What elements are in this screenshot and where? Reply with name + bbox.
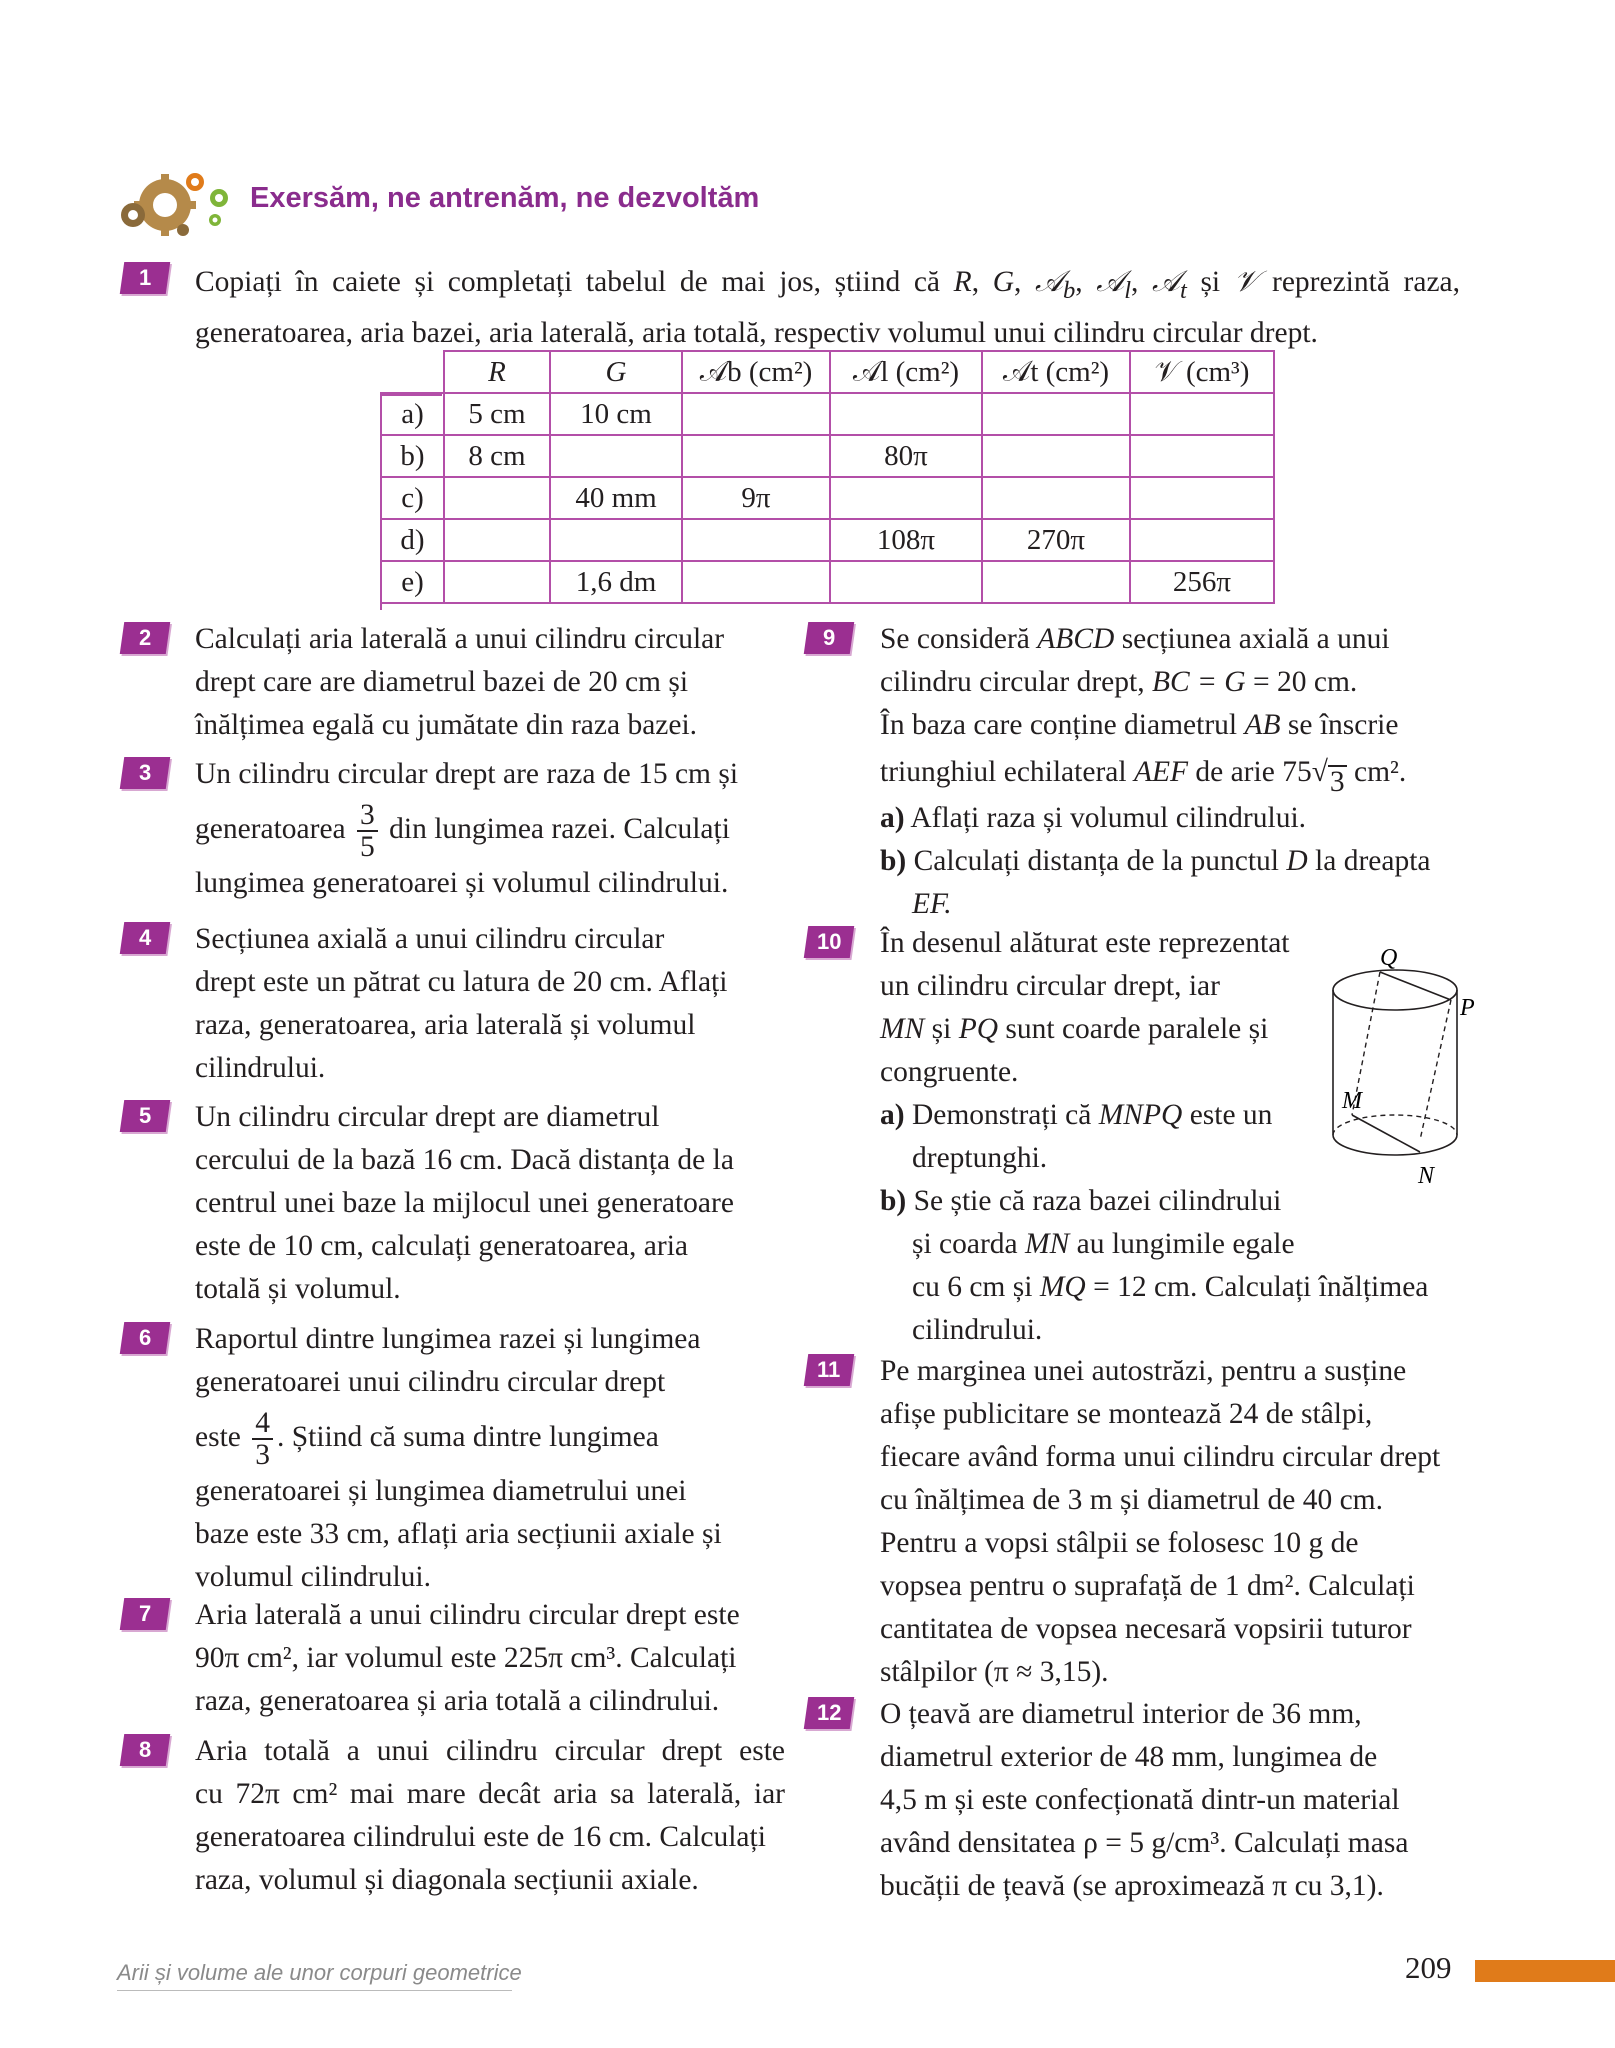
table-row: d) 108π 270π [381, 519, 1274, 561]
table-row: c) 40 mm 9π [381, 477, 1274, 519]
gears-icon [115, 160, 235, 240]
exercise-number-11: 11 [804, 1354, 854, 1386]
footer-divider [117, 1990, 512, 1991]
exercise-4-text: Secțiunea axială a unui cilindru circular drept este un pătrat cu latura de 20 cm. Aflați raza, generatoarea, aria laterală și volumul cilindrului. [195, 923, 728, 1084]
cylinder-figure [1320, 945, 1480, 1195]
table-row: e) 1,6 dm 256π [381, 561, 1274, 603]
table-header-cell: 𝒜b (cm²) [682, 351, 830, 393]
footer-chapter-title: Arii și volume ale unor corpuri geometrice [117, 1960, 522, 1985]
label-P: P [1460, 995, 1475, 1021]
exercise-6-text: Raportul dintre lungimea razei și lungimea generatoarei unui cilindru circular drept este $\frac{4}{3}$ . Știind că suma dintre lungimea generatoarei și lungimea diametrului unei baze este 33 cm, aflați aria secțiunii axiale și volumul cilindrului. [195, 1323, 722, 1594]
exercise-number-8: 8 [120, 1734, 170, 1766]
label-N: N [1418, 1163, 1435, 1189]
exercise-12-text: O țeavă are diametrul interior de 36 mm, diametrul exterior de 48 mm, lungimea de 4,5 m și este confecționată dintr-un material având densitatea ρ = 5 g/cm³. Calculați masa bucății de țeavă (se aproximează π cu 3,1). [880, 1698, 1409, 1902]
exercise-number-4: 4 [120, 922, 170, 954]
table-row: b) 8 cm 80π [381, 435, 1274, 477]
exercise-number-5: 5 [120, 1100, 170, 1132]
fraction: $\frac{3}{5}$ [357, 800, 378, 862]
square-root: √ 3 [1311, 756, 1345, 798]
exercise-2-text: Calculați aria laterală a unui cilindru circular drept care are diametrul bazei de 20 cm și înălțimea egală cu jumătate din raza bazei. [195, 623, 725, 741]
exercise-number-3: 3 [120, 757, 170, 789]
exercise-8-text: Aria totală a unui cilindru circular drept este cu 72π cm² mai mare decât aria sa laterală, iar generatoarea cilindrului este de 16 cm. Calculați raza, volumul și diagonala secțiunii axiale. [195, 1735, 785, 1896]
exercise-9-text: Se consideră ABCD secțiunea axială a unui cilindru circular drept, BC = G = 20 cm. În baza care conține diametrul AB se înscrie triunghiul echilateral AEF de arie 75 √ 3 cm². a) Aflați raza și volumul cilindrului. b) Calculați distanța de la punctul D la dreapta EF. [880, 623, 1431, 920]
exercise-5-text: Un cilindru circular drept are diametrul cercului de la bază 16 cm. Dacă distanța de la centrul unei baze la mijlocul unei generatoare este de 10 cm, calculați generatoarea, aria totală și volumul. [195, 1101, 734, 1305]
table-header-row [381, 351, 1274, 393]
table-header-cell: G [550, 351, 682, 393]
label-M: M [1342, 1088, 1362, 1114]
table-header-cell: R [444, 351, 550, 393]
exercise-number-9: 9 [804, 622, 854, 654]
exercise-number-2: 2 [120, 622, 170, 654]
page-accent-bar [1475, 1960, 1615, 1982]
label-Q: Q [1380, 945, 1398, 971]
exercise-number-6: 6 [120, 1322, 170, 1354]
page-number: 209 [1405, 1950, 1452, 1985]
exercise-1-text: Copiați în caiete și completați tabelul de mai jos, știind că R, G, 𝒜$_b$, 𝒜$_l$, 𝒜$_t$ și 𝒱 reprezintă raza, generatoarea, aria bazei, aria laterală, aria totală, respectiv volumul unui cilindru circular drept. [195, 264, 1461, 349]
exercise-number-10: 10 [804, 926, 854, 958]
section-title: Exersăm, ne antrenăm, ne dezvoltăm [250, 182, 760, 214]
table-header-cell: 𝒜l (cm²) [830, 351, 982, 393]
fraction: $\frac{4}{3}$ [252, 1408, 273, 1470]
table-row: a) 5 cm 10 cm [381, 393, 1274, 435]
exercise-3-text: Un cilindru circular drept are raza de 15 cm și generatoarea $\frac{3}{5}$ din lungimea razei. Calculați lungimea generatoarei și volumul cilindrului. [195, 758, 739, 900]
table-header-cell: 𝒜t (cm²) [982, 351, 1130, 393]
exercise-10-text: În desenul alăturat este reprezentat un cilindru circular drept, iar MN și PQ sunt coarde paralele și congruente. a) Demonstrați că MNPQ este un dreptunghi. b) Se știe că raza bazei cilindrului și coarda MN au lungimile egale cu 6 cm și MQ = 12 cm. Calculați înălțimea cilindrului. [880, 927, 1429, 1346]
exercise-7-text: Aria laterală a unui cilindru circular drept este 90π cm², iar volumul este 225π cm³. Calculați raza, generatoarea și aria totală a cilindrului. [195, 1599, 740, 1717]
exercise-11-text: Pe marginea unei autostrăzi, pentru a susține afișe publicitare se montează 24 de stâlpi, fiecare având forma unui cilindru circular drept cu înălțimea de 3 m și diametrul de 40 cm. Pentru a vopsi stâlpii se folosesc 10 g de vopsea pentru o suprafață de 1 dm². Calculați cantitatea de vopsea necesară vopsirii tuturor stâlpilor (π ≈ 3,15). [880, 1355, 1441, 1688]
exercise-number-1: 1 [120, 262, 170, 294]
data-table [380, 350, 1275, 604]
table-header-cell: 𝒱 (cm³) [1130, 351, 1274, 393]
exercise-number-7: 7 [120, 1598, 170, 1630]
exercise-number-12: 12 [804, 1697, 854, 1729]
